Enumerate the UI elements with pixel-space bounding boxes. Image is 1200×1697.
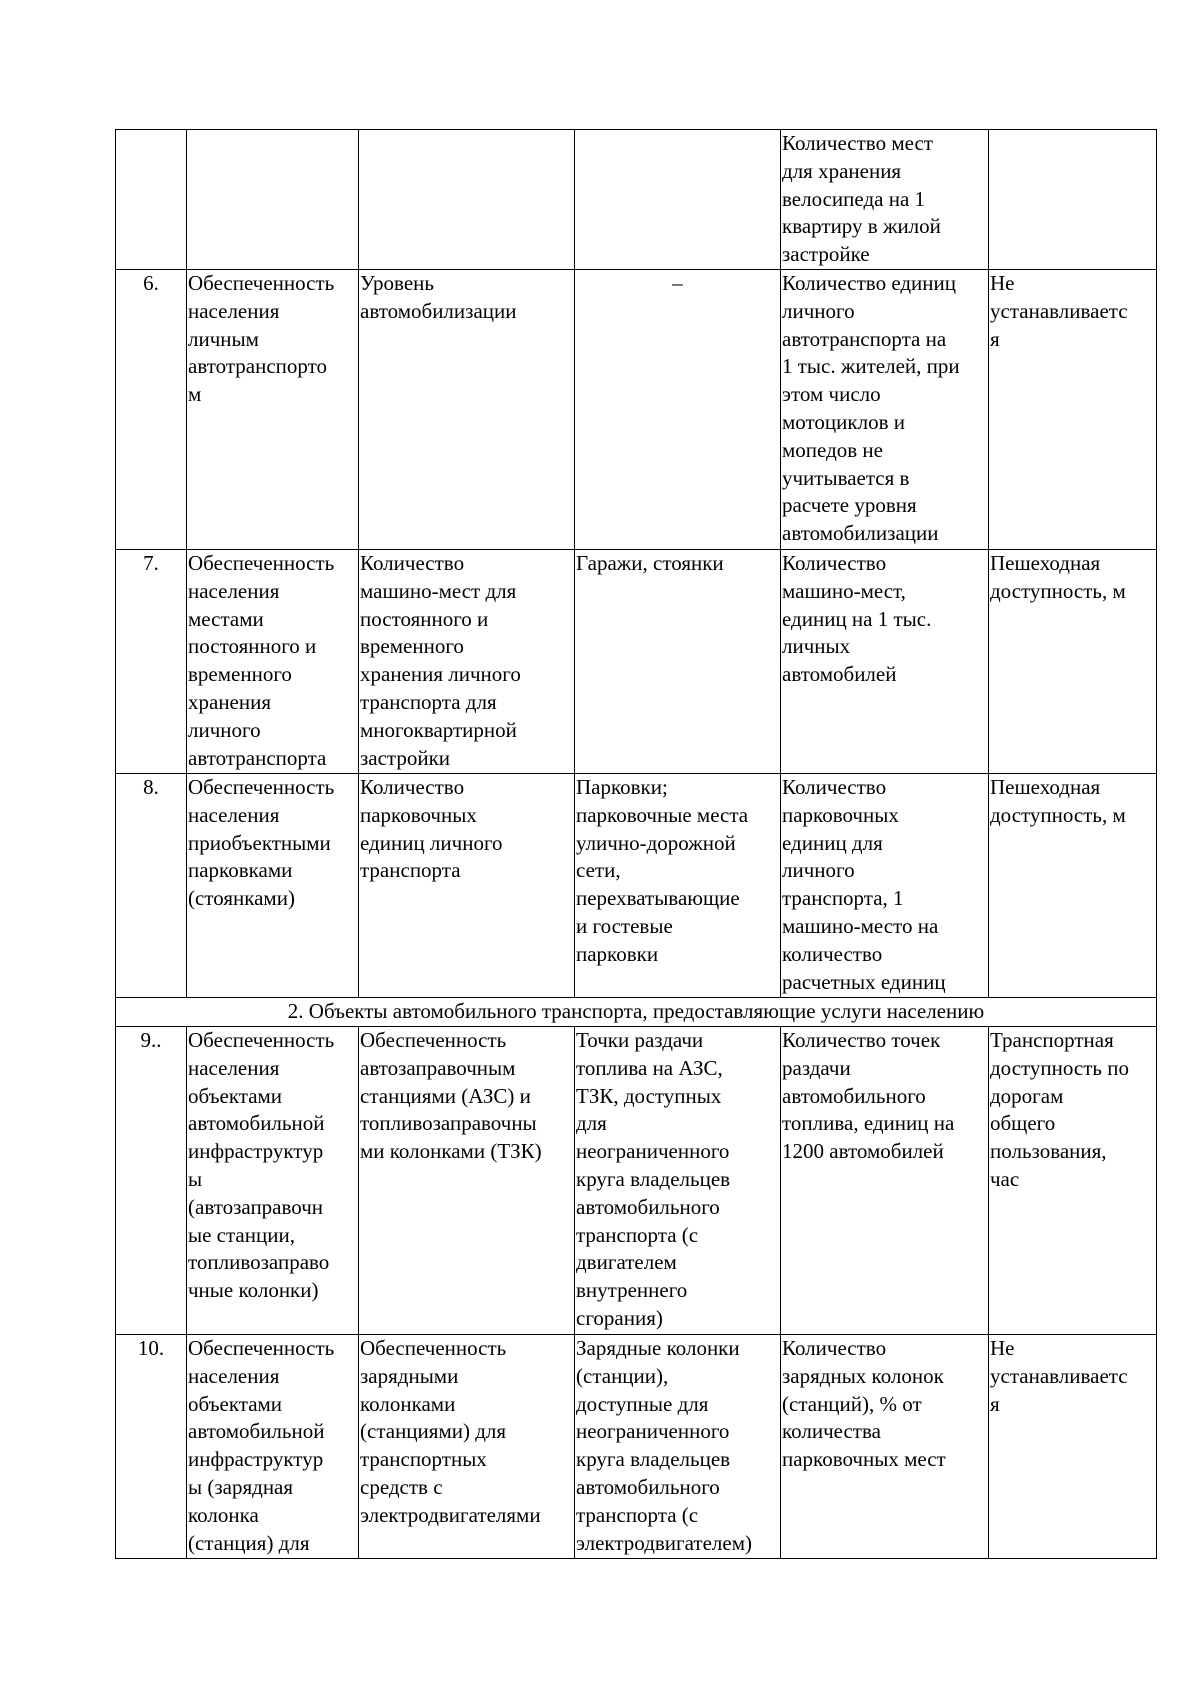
table-row xyxy=(116,269,1157,549)
table-row xyxy=(116,1334,1157,1558)
row-number: 7. xyxy=(116,549,187,773)
unit-cell: Количество машино-мест, единиц на 1 тыс. личных автомобилей xyxy=(781,549,989,773)
indicator-cell: Обеспеченность населения приобъектными парковками (стоянками) xyxy=(187,773,359,997)
row-number xyxy=(116,130,187,270)
parameter-cell: Количество машино-мест для постоянного и временного хранения личного транспорта для многоквартирной застройки xyxy=(359,549,575,773)
parameter-cell: Обеспеченность зарядными колонками (станциями) для транспортных средств с электродвигателями xyxy=(359,1334,575,1558)
object-cell: Гаражи, стоянки xyxy=(575,549,781,773)
object-cell: Парковки; парковочные места улично-дорожной сети, перехватывающие и гостевые парковки xyxy=(575,773,781,997)
accessibility-cell: Пешеходная доступность, м xyxy=(989,773,1157,997)
object-cell: Зарядные колонки (станции), доступные для неограниченного круга владельцев автомобильного транспорта (с электродвигателем) xyxy=(575,1334,781,1558)
unit-cell: Количество парковочных единиц для личного транспорта, 1 машино-место на количество расчетных единиц xyxy=(781,773,989,997)
parameter-cell: Уровень автомобилизации xyxy=(359,269,575,549)
row-number: 8. xyxy=(116,773,187,997)
row-number: 10. xyxy=(116,1334,187,1558)
unit-cell: Количество мест для хранения велосипеда на 1 квартиру в жилой застройке xyxy=(781,130,989,270)
table-row xyxy=(116,1026,1157,1334)
unit-cell: Количество единиц личного автотранспорта на 1 тыс. жителей, при этом число мотоциклов и мопедов не учитывается в расчете уровня автомобилизации xyxy=(781,269,989,549)
indicator-cell: Обеспеченность населения объектами автомобильной инфраструктур ы (зарядная колонка (станция) для xyxy=(187,1334,359,1558)
indicator-cell: Обеспеченность населения личным автотранспорто м xyxy=(187,269,359,549)
row-number: 6. xyxy=(116,269,187,549)
accessibility-cell: Не устанавливаетс я xyxy=(989,269,1157,549)
parameter-cell: Обеспеченность автозаправочным станциями (АЗС) и топливозаправочны ми колонками (ТЗК) xyxy=(359,1026,575,1334)
row-number: 9.. xyxy=(116,1026,187,1334)
unit-cell: Количество точек раздачи автомобильного топлива, единиц на 1200 автомобилей xyxy=(781,1026,989,1334)
object-cell: Точки раздачи топлива на АЗС, ТЗК, доступных для неограниченного круга владельцев автомобильного транспорта (с двигателем внутреннего сгорания) xyxy=(575,1026,781,1334)
accessibility-cell: Транспортная доступность по дорогам общего пользования, час xyxy=(989,1026,1157,1334)
section-heading: 2. Объекты автомобильного транспорта, предоставляющие услуги населению xyxy=(116,997,1157,1026)
indicator-cell: Обеспеченность населения объектами автомобильной инфраструктур ы (автозаправочн ые станции, топливозаправо чные колонки) xyxy=(187,1026,359,1334)
indicator-cell xyxy=(187,130,359,270)
object-cell xyxy=(575,130,781,270)
section-row xyxy=(116,997,1157,1026)
accessibility-cell: Пешеходная доступность, м xyxy=(989,549,1157,773)
parameter-cell: Количество парковочных единиц личного транспорта xyxy=(359,773,575,997)
table-row xyxy=(116,773,1157,997)
accessibility-cell: Не устанавливаетс я xyxy=(989,1334,1157,1558)
parameter-cell xyxy=(359,130,575,270)
table-row xyxy=(116,130,1157,270)
indicator-cell: Обеспеченность населения местами постоянного и временного хранения личного автотранспорта xyxy=(187,549,359,773)
object-cell: – xyxy=(575,269,781,549)
standards-table xyxy=(115,129,1157,1559)
unit-cell: Количество зарядных колонок (станций), % от количества парковочных мест xyxy=(781,1334,989,1558)
table-row xyxy=(116,549,1157,773)
accessibility-cell xyxy=(989,130,1157,270)
